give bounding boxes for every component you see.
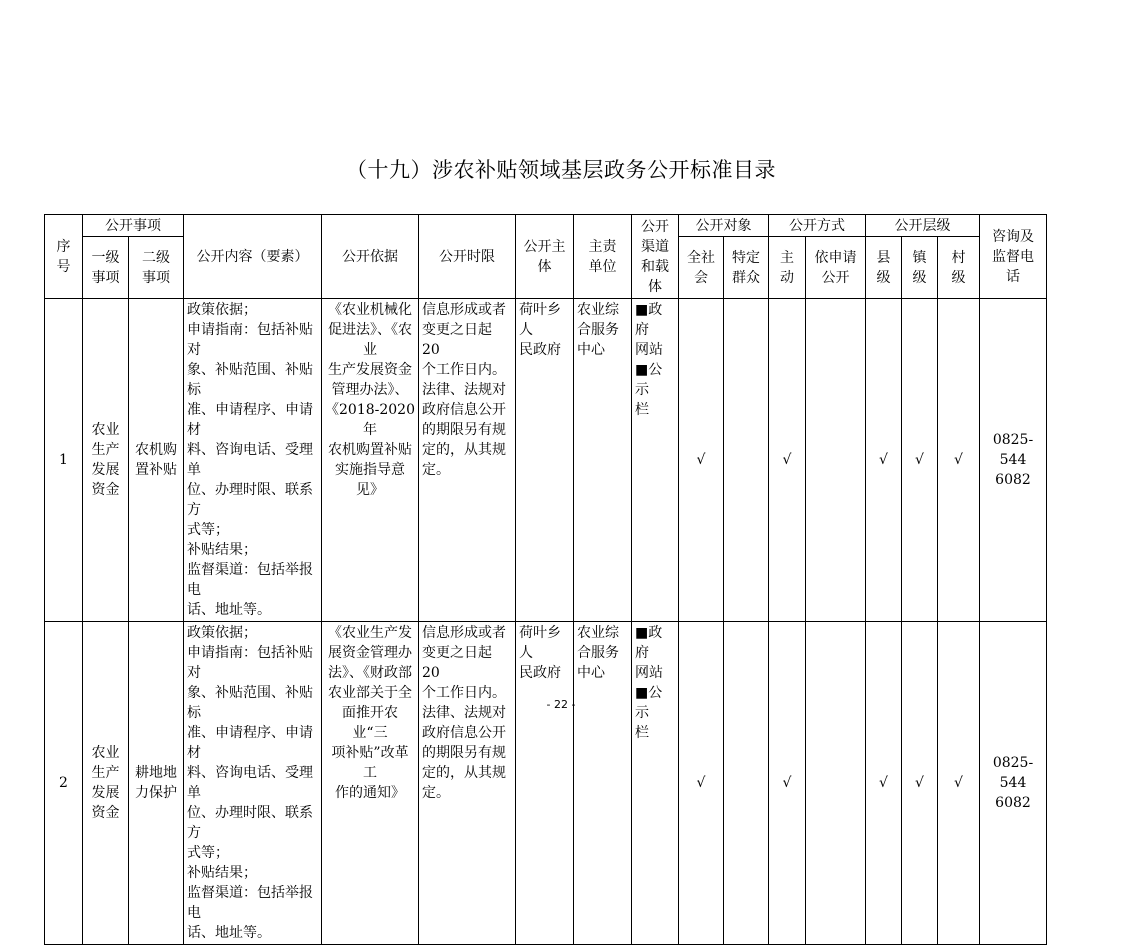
header-method-apply: 依申请 公开 xyxy=(806,237,866,299)
row-time-limit: 信息形成或者 变更之日起 20 个工作日内。 法律、法规对 政府信息公开 的期限另有规 定的，从其规 定。 xyxy=(419,622,516,945)
row-level-county: √ xyxy=(866,622,902,945)
header-time-limit: 公开时限 xyxy=(419,215,516,299)
header-seq: 序 号 xyxy=(45,215,83,299)
row-level-county: √ xyxy=(866,299,902,622)
row-content: 政策依据； 申请指南：包括补贴对 象、补贴范围、补贴标 准、申请程序、申请材 料、咨询电话、受理单 位、办理时限、联系方 式等； 补贴结果； 监督渠道：包括举报电 话、地址等。 xyxy=(184,622,322,945)
row-level1: 农业 生产 发展 资金 xyxy=(83,299,129,622)
header-method-group: 公开方式 xyxy=(769,215,866,237)
header-row-1 xyxy=(45,215,1047,237)
table-row xyxy=(45,299,1047,622)
row-subject: 荷叶乡人 民政府 xyxy=(516,622,574,945)
row-basis: 《农业机械化 促进法》、《农业 生产发展资金 管理办法》、 《2018-2020 年 农机购置补贴 实施指导意见》 xyxy=(322,299,419,622)
row-method-apply xyxy=(806,299,866,622)
header-method-active: 主 动 xyxy=(769,237,806,299)
header-channel: 公开 渠道 和载 体 xyxy=(632,215,679,299)
header-basis: 公开依据 xyxy=(322,215,419,299)
row-time-limit: 信息形成或者 变更之日起 20 个工作日内。 法律、法规对 政府信息公开 的期限另有规 定的，从其规 定。 xyxy=(419,299,516,622)
standard-catalog-table xyxy=(44,214,1047,945)
row-content: 政策依据； 申请指南：包括补贴对 象、补贴范围、补贴标 准、申请程序、申请材 料、咨询电话、受理单 位、办理时限、联系方 式等； 补贴结果； 监督渠道：包括举报电 话、地址等。 xyxy=(184,299,322,622)
row-level-village: √ xyxy=(938,622,980,945)
header-target-specific: 特定 群众 xyxy=(724,237,769,299)
row-method-apply xyxy=(806,622,866,945)
header-target-group: 公开对象 xyxy=(679,215,769,237)
header-level-village: 村 级 xyxy=(938,237,980,299)
page-title: （十九）涉农补贴领域基层政务公开标准目录 xyxy=(346,158,776,182)
row-subject: 荷叶乡人 民政府 xyxy=(516,299,574,622)
header-content: 公开内容（要素） xyxy=(184,215,322,299)
header-unit: 主责 单位 xyxy=(574,215,632,299)
row-method-active: √ xyxy=(769,622,806,945)
table-row xyxy=(45,622,1047,945)
row-unit: 农业综 合服务 中心 xyxy=(574,622,632,945)
page-number: - 22 - xyxy=(546,698,576,711)
row-level-village: √ xyxy=(938,299,980,622)
row-level2: 耕地地 力保护 xyxy=(129,622,184,945)
row-level2: 农机购 置补贴 xyxy=(129,299,184,622)
row-level1: 农业 生产 发展 资金 xyxy=(83,622,129,945)
header-matter-group: 公开事项 xyxy=(83,215,184,237)
row-level-town: √ xyxy=(902,622,938,945)
row-unit: 农业综 合服务 中心 xyxy=(574,299,632,622)
row-method-active: √ xyxy=(769,299,806,622)
row-contact: 0825-544 6082 xyxy=(980,622,1047,945)
row-target-all: √ xyxy=(679,622,724,945)
row-target-specific xyxy=(724,622,769,945)
row-contact: 0825-544 6082 xyxy=(980,299,1047,622)
header-level-town: 镇 级 xyxy=(902,237,938,299)
header-level1: 一级 事项 xyxy=(83,237,129,299)
header-target-all: 全社 会 xyxy=(679,237,724,299)
row-target-all: √ xyxy=(679,299,724,622)
row-channel: ■政府 网站 ■公示 栏 xyxy=(632,299,679,622)
row-seq: 1 xyxy=(45,299,83,622)
row-level-town: √ xyxy=(902,299,938,622)
row-basis: 《农业生产发 展资金管理办 法》、《财政部 农业部关于全 面推开农业“三 项补贴”改革工 作的通知》 xyxy=(322,622,419,945)
row-channel: ■政府 网站 ■公示 栏 xyxy=(632,622,679,945)
header-level2: 二级 事项 xyxy=(129,237,184,299)
header-subject: 公开主 体 xyxy=(516,215,574,299)
header-contact: 咨询及 监督电 话 xyxy=(980,215,1047,299)
header-level-group: 公开层级 xyxy=(866,215,980,237)
row-seq: 2 xyxy=(45,622,83,945)
header-level-county: 县 级 xyxy=(866,237,902,299)
row-target-specific xyxy=(724,299,769,622)
